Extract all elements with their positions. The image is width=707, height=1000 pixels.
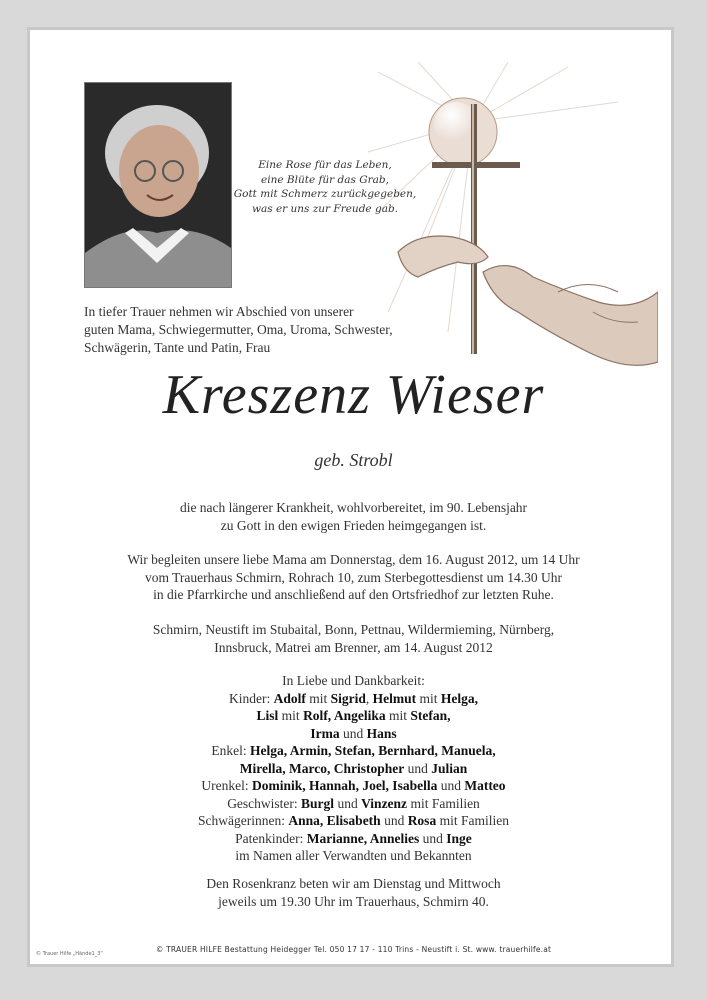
maiden-name: geb. Strobl [314, 450, 393, 470]
death-line: zu Gott in den ewigen Frieden heimgegangen ist. [220, 517, 487, 533]
patenkinder-label: Patenkinder: [235, 830, 304, 846]
family-closing: im Namen aller Verwandten und Bekannten [235, 848, 472, 863]
kinder-line: Kinder: Adolf mit Sigrid, Helmut mit Helga, [228, 690, 479, 706]
footer-contact: © TRAUER HILFE Bestattung Heidegger Tel. 050 17 17 - 110 Trins - Neustift i. St. www. trauerhilfe.at [155, 945, 552, 954]
family-name: Adolf [273, 690, 306, 706]
geschwister-label: Geschwister: [227, 795, 298, 811]
connector: und [337, 795, 358, 811]
memorial-poem [232, 158, 418, 216]
schwaegerinnen-line [0, 812, 707, 830]
family-name: Lisl [256, 708, 279, 723]
funeral-line: vom Trauerhaus Schmirn, Rohrach 10, zum Sterbegottesdienst um 14.30 Uhr [145, 569, 562, 585]
portrait-photo [84, 82, 232, 288]
connector: mit [419, 690, 438, 706]
family-name: Burgl [301, 795, 335, 811]
family-name: Mirella, Marco, Christopher [239, 760, 405, 776]
family-name: Stefan, [410, 708, 451, 723]
enkel-line [0, 742, 707, 760]
family-name: Sigrid [330, 690, 366, 706]
geschwister-line [0, 795, 707, 813]
intro-text [84, 303, 444, 357]
family-name: Irma [310, 725, 340, 741]
rosary-line: Den Rosenkranz beten wir am Dienstag und Mittwoch [206, 876, 501, 891]
family-name: Rosa [407, 813, 437, 828]
poem-line: was er uns zur Freude gab. [251, 202, 399, 215]
urenkel-line [0, 777, 707, 795]
funeral-details [0, 551, 707, 604]
enkel-line [0, 760, 707, 778]
copyright-small: © Trauer Hilfe „Hände1_3“ [36, 951, 103, 957]
connector: und [407, 760, 428, 776]
enkel-label: Enkel: [211, 743, 247, 758]
family-heading: In Liebe und Dankbarkeit: [282, 673, 425, 688]
connector: und [440, 778, 461, 793]
intro-line: Schwägerin, Tante und Patin, Frau [84, 340, 271, 355]
deceased-name: Kreszenz Wieser [162, 364, 545, 426]
funeral-line: Wir begleiten unsere liebe Mama am Donnerstag, dem 16. August 2012, um 14 Uhr [127, 552, 580, 567]
kinder-label: Kinder: [228, 690, 271, 706]
places-line: Innsbruck, Matrei am Brenner, am 14. August 2012 [214, 639, 493, 655]
family-name: Vinzenz [361, 795, 408, 811]
urenkel-label: Urenkel: [201, 778, 249, 793]
family-name: Anna, Elisabeth [288, 813, 381, 828]
family-name: Hans [366, 725, 397, 741]
intro-line: In tiefer Trauer nehmen wir Abschied von unserer [84, 304, 354, 319]
funeral-line: in die Pfarrkirche und anschließend auf den Ortsfriedhof zur letzten Ruhe. [153, 587, 554, 602]
poem-line: Eine Rose für das Leben, [258, 159, 392, 171]
family-name: Matteo [464, 778, 506, 793]
intro-line: guten Mama, Schwiegermutter, Oma, Uroma, Schwester, [84, 322, 393, 337]
places-line: Schmirn, Neustift im Stubaital, Bonn, Pettnau, Wildermieming, Nürnberg, [152, 622, 555, 637]
connector: mit [388, 708, 407, 723]
connector: und [422, 830, 443, 846]
family-name: Dominik, Hannah, Joel, Isabella [252, 778, 438, 793]
kinder-line [0, 725, 707, 743]
connector: und [342, 725, 364, 741]
places-date [0, 621, 707, 656]
family-name: Helga, Armin, Stefan, Bernhard, Manuela, [250, 743, 496, 758]
rosary-notice [0, 875, 707, 910]
family-name: Rolf, Angelika [303, 708, 386, 723]
connector: mit Familien [439, 813, 509, 828]
family-list [0, 672, 707, 865]
kinder-line [0, 707, 707, 725]
schwaegerinnen-label: Schwägerinnen: [198, 813, 286, 828]
death-line: die nach längerer Krankheit, wohlvorbereitet, im 90. Lebensjahr [179, 500, 528, 515]
family-name: Helga, [440, 690, 479, 706]
patenkinder-line [0, 830, 707, 848]
connector: mit Familien [410, 795, 480, 811]
connector: mit [309, 690, 328, 706]
connector: mit [281, 708, 300, 723]
death-notice [0, 499, 707, 534]
family-name: Inge [446, 830, 472, 846]
poem-line: Gott mit Schmerz zurückgegeben, [233, 188, 417, 200]
family-name: Helmut [372, 690, 417, 706]
connector: und [384, 813, 405, 828]
poem-line: eine Blüte für das Grab, [261, 173, 389, 186]
family-name: Julian [431, 760, 468, 776]
family-name: Marianne, Annelies [306, 830, 420, 846]
rosary-line: jeweils um 19.30 Uhr im Trauerhaus, Schmirn 40. [218, 893, 489, 909]
